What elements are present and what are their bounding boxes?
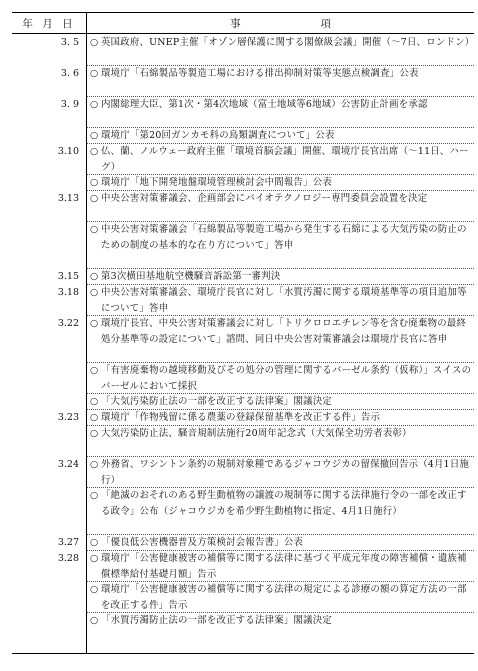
row-separator <box>87 534 474 535</box>
row-entry <box>90 128 472 144</box>
row-text: 環境庁「石綿製品等製造工場における排出抑制対策等実態点検調査」公表 <box>101 68 419 79</box>
row-separator <box>87 174 474 175</box>
bullet-circle-icon: ○ <box>90 396 99 407</box>
row-date: 3. 9 <box>60 99 79 110</box>
bullet-circle-icon: ○ <box>90 99 99 110</box>
bullet-circle-icon: ○ <box>90 177 99 188</box>
date-column-header: 年 月 日 <box>22 18 76 30</box>
row-date: 3.10 <box>57 146 79 157</box>
column-divider <box>86 13 87 653</box>
bullet-circle-icon: ○ <box>90 68 99 79</box>
row-separator <box>87 65 474 66</box>
row-text: 環境庁「公害健康被害の補償等に関する法律に基づく平成元年度の障害補償・遺族補償標準給付基礎月額」告示 <box>101 553 467 580</box>
row-entry <box>90 613 472 629</box>
row-separator <box>87 284 474 285</box>
row-text: 仏、蘭、ノルウェー政府主催「環境首脳会議」開催、環境庁長官出席（〜11日、ハーグ） <box>101 146 469 173</box>
row-entry <box>90 426 472 442</box>
row-text: 英国政府、UNEP主催「オゾン層保護に関する閣僚級会議」開催（〜7日、ロンドン） <box>101 37 475 48</box>
bullet-circle-icon: ○ <box>90 553 99 564</box>
bullet-circle-icon: ○ <box>90 37 99 48</box>
row-entry <box>90 35 475 51</box>
bullet-circle-icon: ○ <box>90 428 99 439</box>
row-text: 中央公害対策審議会「石綿製品等製造工場から発生する石綿による大気汚染の防止のための制度の基本的な在り方について」答申 <box>101 224 467 251</box>
row-entry <box>90 410 472 426</box>
row-separator <box>87 550 474 551</box>
row-text: 外務省、ワシントン条約の規制対象種であるジャコウジカの留保撤回告示（4月1日施行） <box>101 459 470 486</box>
bullet-circle-icon: ○ <box>90 130 99 141</box>
row-text: 「有害廃棄物の越境移動及びその処分の管理に関するバーゼル条約（仮称）」スイスのバーゼルにおいて採択 <box>101 365 472 392</box>
row-entry <box>90 582 472 611</box>
row-date: 3.13 <box>57 193 79 204</box>
row-separator <box>87 612 474 613</box>
row-entry <box>90 551 472 580</box>
chronology-table <box>12 12 474 654</box>
row-entry <box>90 97 472 113</box>
row-text: 環境庁「第20回ガンカモ科の鳥類調査について」公表 <box>101 130 335 141</box>
row-text: 大気汚染防止法、騒音規制法施行20周年記念式（大気保全功労者表彰） <box>101 428 412 439</box>
row-separator <box>87 221 474 222</box>
row-date: 3.15 <box>57 271 79 282</box>
row-text: 環境庁「作物残留に係る農薬の登録保留基準を改正する件」告示 <box>101 412 381 423</box>
bullet-circle-icon: ○ <box>90 584 99 595</box>
row-text: 第3次横田基地航空機騒音訴訟第一審判決 <box>101 271 281 282</box>
row-date: 3. 5 <box>60 37 79 48</box>
row-separator <box>87 268 474 269</box>
row-separator <box>87 456 474 457</box>
row-date: 3.28 <box>57 553 79 564</box>
bullet-circle-icon: ○ <box>90 490 99 501</box>
row-text: 環境庁長官、中央公害対策審議会に対し「トリクロロエチレン等を含む廃棄物の最終処分基準等の設定について」諮問、同日中央公害対策審議会は環境庁長官に答申 <box>101 318 467 345</box>
row-text: 環境庁「公害健康被害の補償等に関する法律の規定による診療の額の算定方法の一部を改正する件」告示 <box>101 584 467 611</box>
row-date: 3.22 <box>57 318 79 329</box>
row-entry <box>90 316 472 345</box>
row-text: 「優良低公害機器普及方策検討会報告書」公表 <box>101 537 304 548</box>
item-column-header <box>87 16 474 31</box>
row-entry <box>90 488 472 517</box>
row-text: 「大気汚染防止法の一部を改正する法律案」閣議決定 <box>101 396 333 407</box>
bullet-circle-icon: ○ <box>90 224 99 235</box>
row-separator <box>87 409 474 410</box>
bullet-circle-icon: ○ <box>90 287 99 298</box>
row-separator <box>87 393 474 394</box>
row-text: 「絶滅のおそれのある野生動植物の譲渡の規制等に関する法律施行令の一部を改正する政令」公布（ジャコウジカを希少野生動植物に指定、4月1日施行） <box>101 490 467 517</box>
bullet-circle-icon: ○ <box>90 271 99 282</box>
row-entry <box>90 175 472 191</box>
row-separator <box>87 315 474 316</box>
item-header-char-2: 項 <box>320 18 331 30</box>
row-separator <box>87 143 474 144</box>
row-entry <box>90 191 472 207</box>
row-separator <box>87 96 474 97</box>
bullet-circle-icon: ○ <box>90 412 99 423</box>
row-text: 環境庁「地下開発地盤環境管理検討会中間報告」公表 <box>101 177 333 188</box>
row-date: 3.18 <box>57 287 79 298</box>
row-text: 中央公害対策審議会、企画部会にバイオテクノロジー専門委員会設置を決定 <box>101 193 428 204</box>
bullet-circle-icon: ○ <box>90 537 99 548</box>
table-header <box>12 13 474 34</box>
row-separator <box>87 190 474 191</box>
bullet-circle-icon: ○ <box>90 459 99 470</box>
row-separator <box>87 581 474 582</box>
row-entry <box>90 535 472 551</box>
row-entry <box>90 222 472 251</box>
row-entry <box>90 457 472 486</box>
row-separator <box>87 127 474 128</box>
row-date: 3. 6 <box>60 68 79 79</box>
row-date: 3.27 <box>57 537 79 548</box>
row-text: 「水質汚濁防止法の一部を改正する法律案」閣議決定 <box>101 615 333 626</box>
row-separator <box>87 487 474 488</box>
row-date: 3.23 <box>57 412 79 423</box>
row-entry <box>90 285 472 314</box>
item-header-char-1: 事 <box>230 18 241 30</box>
row-entry <box>90 394 472 410</box>
bullet-circle-icon: ○ <box>90 615 99 626</box>
row-entry <box>90 363 472 392</box>
bullet-circle-icon: ○ <box>90 365 99 376</box>
bullet-circle-icon: ○ <box>90 318 99 329</box>
bullet-circle-icon: ○ <box>90 193 99 204</box>
row-text: 中央公害対策審議会、環境庁長官に対し「水質汚濁に関する環境基準等の項目追加等について」答申 <box>101 287 467 314</box>
row-text: 内閣総理大臣、第1次・第4次地域（富士地域等6地域）公害防止計画を承認 <box>101 99 428 110</box>
row-entry <box>90 66 472 82</box>
row-date: 3.24 <box>57 459 79 470</box>
row-separator <box>87 362 474 363</box>
row-entry <box>90 269 472 285</box>
row-entry <box>90 144 472 173</box>
row-separator <box>87 425 474 426</box>
bullet-circle-icon: ○ <box>90 146 99 157</box>
